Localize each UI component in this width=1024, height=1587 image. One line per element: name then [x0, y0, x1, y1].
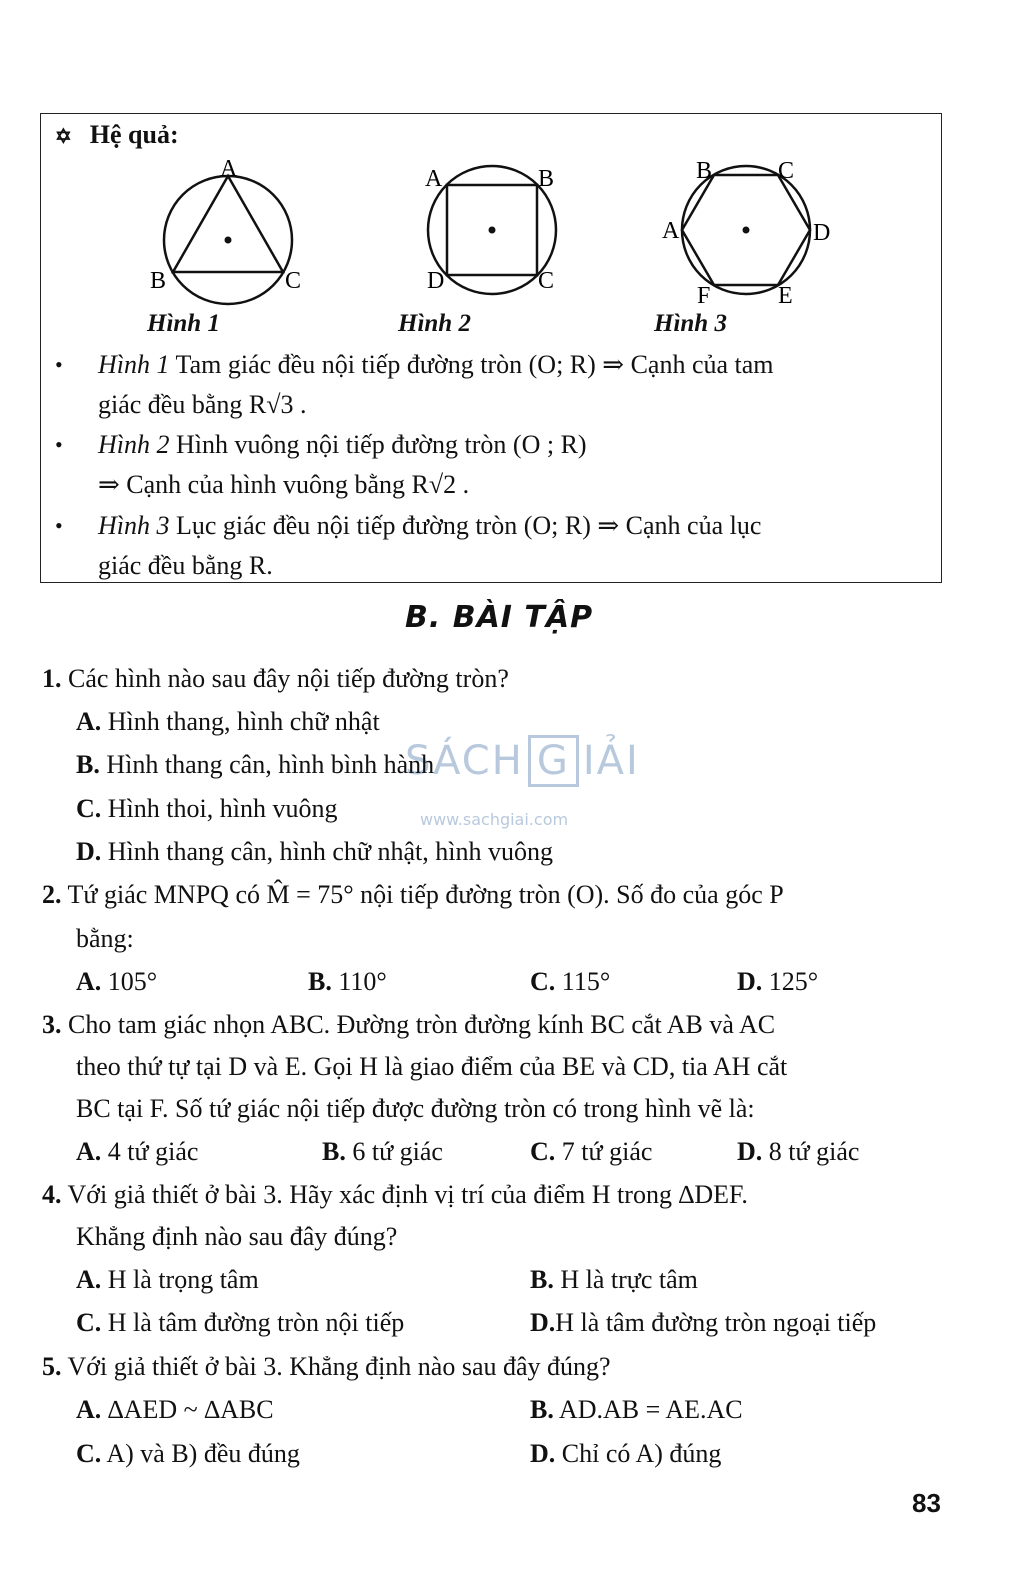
q5-stem: 5. Với giả thiết ở bài 3. Khẳng định nào sau đây đúng? — [42, 1352, 611, 1381]
q5-option-c: C. A) và B) đều đúng — [76, 1439, 300, 1468]
q2-option-c: C. 115° — [530, 967, 611, 996]
q4-option-c: C. H là tâm đường tròn nội tiếp — [76, 1308, 405, 1337]
section-title: B. BÀI TẬP — [405, 600, 594, 635]
label-D: D — [427, 268, 445, 294]
q5-option-d: D. Chỉ có A) đúng — [530, 1439, 722, 1468]
q1-option-b: B. Hình thang cân, hình bình hành — [76, 750, 435, 779]
page-number: 83 — [912, 1488, 941, 1518]
label-C: C — [538, 268, 555, 294]
corollary-title: ✡ Hệ quả: — [55, 120, 179, 149]
q2-option-d: D. 125° — [737, 967, 819, 996]
q5-option-a: A. ∆AED ~ ∆ABC — [76, 1395, 274, 1424]
q4-option-d: D.H là tâm đường tròn ngoại tiếp — [530, 1308, 877, 1337]
q2-option-a: A. 105° — [76, 967, 158, 996]
figure-3-caption: Hình 3 — [654, 310, 727, 337]
figure-2-square — [410, 158, 590, 308]
label-B: B — [696, 158, 713, 184]
star-icon: ✡ — [55, 126, 72, 148]
label-B: B — [150, 268, 167, 294]
label-C: C — [778, 158, 795, 184]
label-D: D — [813, 220, 831, 246]
q1-option-d: D. Hình thang cân, hình chữ nhật, hình vuông — [76, 837, 553, 866]
q2-stem: 2. Tứ giác MNPQ có M̂ = 75° nội tiếp đường tròn (O). Số đo của góc P — [42, 880, 784, 909]
q4-stem: 4. Với giả thiết ở bài 3. Hãy xác định vị trí của điểm H trong ∆DEF. — [42, 1180, 748, 1209]
q3-option-b: B. 6 tứ giác — [322, 1137, 443, 1166]
figure-2-caption: Hình 2 — [398, 310, 471, 337]
label-F: F — [697, 283, 711, 308]
label-C: C — [285, 268, 302, 294]
watermark-url: www.sachgiai.com — [420, 810, 569, 829]
label-B: B — [538, 166, 555, 192]
q1-option-a: A. Hình thang, hình chữ nhật — [76, 707, 380, 736]
q3-stem: 3. Cho tam giác nhọn ABC. Đường tròn đường kính BC cắt AB và AC — [42, 1010, 776, 1039]
figure-3-hexagon — [660, 158, 850, 308]
q4-option-a: A. H là trọng tâm — [76, 1265, 259, 1294]
q2-stem-cont: bằng: — [76, 924, 134, 953]
q3-stem-cont-1: theo thứ tự tại D và E. Gọi H là giao điểm của BE và CD, tia AH cắt — [76, 1052, 788, 1081]
label-A: A — [425, 166, 443, 192]
figures — [140, 158, 860, 318]
q1-option-c: C. Hình thoi, hình vuông — [76, 794, 338, 823]
q4-stem-cont: Khẳng định nào sau đây đúng? — [76, 1222, 398, 1251]
label-A: A — [220, 158, 238, 182]
q1-stem: 1. Các hình nào sau đây nội tiếp đường tròn? — [42, 664, 509, 693]
watermark-logo: SÁCH G IẢI — [405, 735, 640, 787]
figure-1-caption: Hình 1 — [147, 310, 220, 337]
q3-option-c: C. 7 tứ giác — [530, 1137, 653, 1166]
q3-option-a: A. 4 tứ giác — [76, 1137, 199, 1166]
q3-stem-cont-2: BC tại F. Số tứ giác nội tiếp được đường tròn có trong hình vẽ là: — [76, 1094, 755, 1123]
label-E: E — [778, 283, 793, 308]
q5-option-b: B. AD.AB = AE.AC — [530, 1395, 743, 1424]
q3-option-d: D. 8 tứ giác — [737, 1137, 860, 1166]
q4-option-b: B. H là trực tâm — [530, 1265, 698, 1294]
figure-1-triangle — [140, 158, 320, 308]
label-A: A — [662, 218, 680, 244]
q2-option-b: B. 110° — [308, 967, 387, 996]
